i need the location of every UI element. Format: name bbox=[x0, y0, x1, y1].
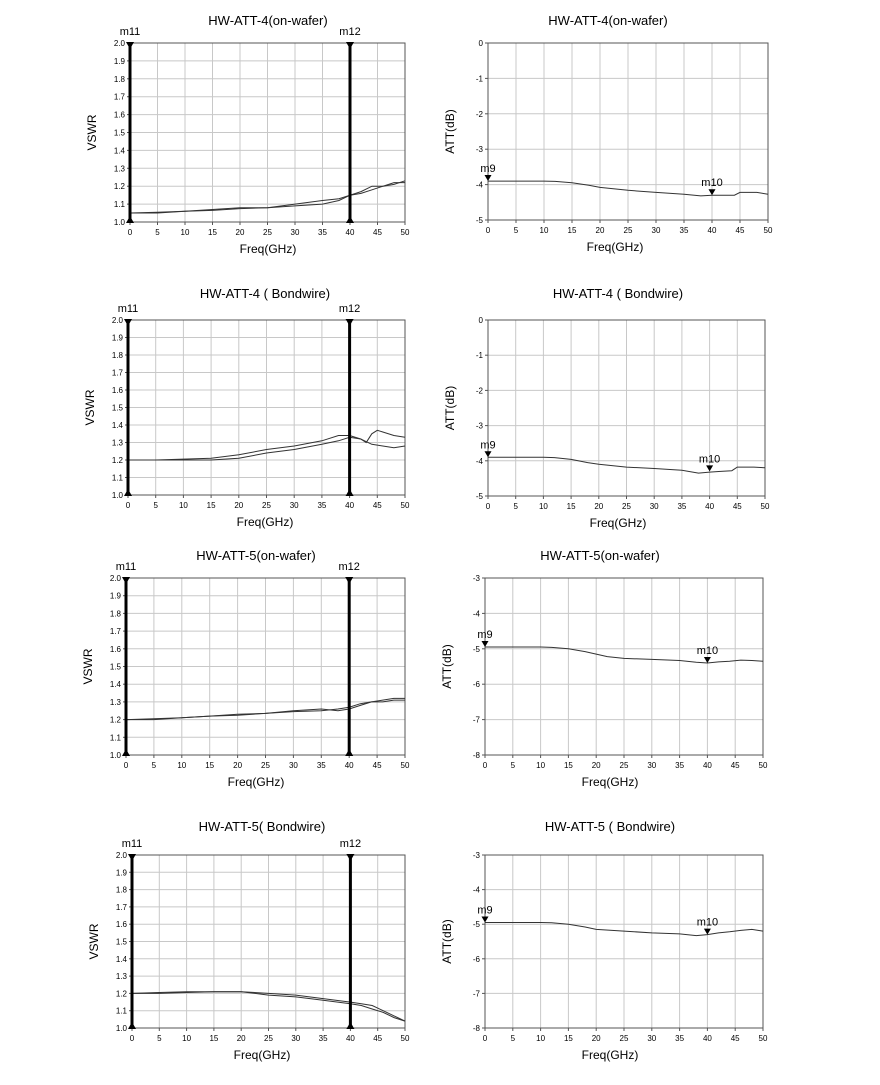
y-axis-label: VSWR bbox=[85, 114, 99, 151]
x-tick-label: 50 bbox=[763, 226, 773, 235]
y-axis-label: ATT(dB) bbox=[440, 919, 454, 964]
x-tick-label: 20 bbox=[595, 226, 605, 235]
y-tick-label: 1.0 bbox=[109, 751, 121, 760]
marker-top-arrow bbox=[346, 319, 354, 326]
y-tick-label: -1 bbox=[475, 74, 483, 84]
x-tick-label: 40 bbox=[702, 1034, 712, 1043]
x-tick-label: 30 bbox=[647, 1034, 657, 1043]
y-tick-label: -3 bbox=[475, 421, 483, 431]
marker-bottom-arrow bbox=[346, 1022, 354, 1029]
marker-point-arrow bbox=[706, 465, 713, 471]
marker-label: m10 bbox=[696, 916, 719, 929]
y-tick-label: -7 bbox=[472, 989, 480, 999]
x-tick-label: 40 bbox=[707, 226, 717, 235]
chart-title: HW-ATT-5 ( Bondwire) bbox=[544, 819, 676, 834]
y-tick-label: 1.0 bbox=[115, 1024, 127, 1033]
x-tick-label: 45 bbox=[735, 226, 745, 235]
y-tick-label: 1.3 bbox=[115, 972, 127, 982]
x-tick-label: 30 bbox=[291, 1034, 301, 1043]
y-tick-label: 1.8 bbox=[109, 609, 121, 619]
x-tick-label: 25 bbox=[619, 761, 629, 770]
y-tick-label: 1.4 bbox=[113, 146, 125, 156]
marker-m11 bbox=[116, 561, 137, 756]
y-tick-label: -3 bbox=[475, 145, 483, 155]
x-tick-label: 25 bbox=[263, 228, 272, 237]
x-tick-label: 15 bbox=[566, 502, 576, 511]
x-axis-label: Freq(GHz) bbox=[581, 1048, 639, 1062]
y-tick-label: 1.6 bbox=[111, 386, 123, 395]
x-tick-label: 45 bbox=[732, 502, 742, 511]
marker-top-arrow bbox=[345, 577, 353, 584]
marker-label: m10 bbox=[696, 644, 719, 657]
marker-label: m11 bbox=[121, 838, 143, 850]
marker-top-arrow bbox=[126, 42, 134, 49]
x-tick-label: 10 bbox=[536, 1034, 546, 1043]
marker-bottom-arrow bbox=[346, 216, 354, 223]
y-tick-label: 1.4 bbox=[115, 954, 127, 964]
y-tick-label: 1.0 bbox=[113, 218, 125, 227]
y-tick-label: -3 bbox=[472, 574, 480, 583]
y-tick-label: -8 bbox=[472, 751, 480, 760]
y-tick-label: 0 bbox=[478, 316, 483, 325]
chart-3 bbox=[83, 286, 410, 529]
x-tick-label: 35 bbox=[318, 1034, 328, 1043]
y-tick-label: 1.6 bbox=[109, 644, 121, 654]
y-tick-label: -8 bbox=[472, 1024, 480, 1033]
marker-label: m11 bbox=[119, 26, 141, 38]
y-tick-label: 1.2 bbox=[111, 456, 123, 465]
chart-title: HW-ATT-4(on-wafer) bbox=[208, 13, 328, 28]
marker-label: m11 bbox=[115, 561, 137, 573]
y-tick-label: 1.3 bbox=[109, 697, 121, 707]
chart-1 bbox=[85, 13, 410, 256]
chart-title: HW-ATT-4(on-wafer) bbox=[548, 13, 668, 28]
marker-bottom-arrow bbox=[346, 489, 354, 496]
y-tick-label: -5 bbox=[472, 920, 480, 930]
x-tick-label: 35 bbox=[316, 761, 326, 770]
x-tick-label: 0 bbox=[123, 761, 129, 770]
marker-m11 bbox=[120, 26, 141, 223]
y-tick-label: 2.0 bbox=[111, 316, 123, 325]
x-tick-label: 10 bbox=[539, 226, 549, 235]
marker-label: m10 bbox=[698, 453, 721, 466]
x-tick-label: 25 bbox=[619, 1034, 629, 1043]
marker-point-arrow bbox=[704, 657, 711, 663]
chart-title: HW-ATT-5(on-wafer) bbox=[196, 548, 316, 563]
x-tick-label: 10 bbox=[180, 228, 190, 237]
marker-m10 bbox=[701, 177, 722, 195]
x-tick-label: 45 bbox=[373, 1034, 383, 1043]
marker-bottom-arrow bbox=[126, 216, 134, 223]
y-tick-label: 1.9 bbox=[109, 591, 121, 601]
y-tick-label: 1.1 bbox=[115, 1006, 127, 1016]
marker-m12 bbox=[340, 838, 361, 1029]
y-tick-label: 1.7 bbox=[115, 902, 127, 912]
marker-point-arrow bbox=[485, 451, 492, 457]
y-tick-label: -5 bbox=[475, 216, 483, 225]
x-tick-label: 50 bbox=[760, 502, 770, 511]
x-tick-label: 40 bbox=[345, 228, 355, 237]
y-tick-label: -3 bbox=[472, 851, 480, 860]
marker-bottom-arrow bbox=[124, 489, 132, 496]
x-tick-label: 20 bbox=[233, 761, 243, 770]
y-tick-label: 1.5 bbox=[113, 128, 125, 138]
marker-point-arrow bbox=[709, 189, 716, 195]
x-tick-label: 15 bbox=[563, 1034, 573, 1043]
x-tick-label: 35 bbox=[317, 501, 327, 510]
x-axis-label: Freq(GHz) bbox=[227, 775, 285, 789]
x-tick-label: 5 bbox=[513, 226, 519, 235]
x-tick-label: 35 bbox=[679, 226, 689, 235]
x-tick-label: 25 bbox=[262, 501, 271, 510]
x-axis-label: Freq(GHz) bbox=[581, 775, 639, 789]
y-tick-label: 1.5 bbox=[111, 403, 123, 413]
chart-4 bbox=[443, 286, 770, 530]
x-tick-label: 30 bbox=[290, 228, 300, 237]
y-tick-label: -4 bbox=[475, 180, 483, 190]
x-tick-label: 35 bbox=[318, 228, 327, 237]
x-tick-label: 30 bbox=[649, 502, 659, 511]
x-tick-label: 30 bbox=[288, 761, 298, 770]
x-tick-label: 25 bbox=[261, 761, 270, 770]
y-tick-label: 1.6 bbox=[115, 920, 127, 930]
marker-point-arrow bbox=[485, 175, 492, 181]
y-tick-label: 1.4 bbox=[111, 421, 123, 430]
y-axis-label: ATT(dB) bbox=[443, 109, 457, 154]
y-axis-label: ATT(dB) bbox=[440, 644, 454, 689]
y-axis-label: ATT(dB) bbox=[443, 385, 457, 431]
y-tick-label: -5 bbox=[472, 644, 480, 654]
x-tick-label: 0 bbox=[129, 1034, 135, 1043]
chart-8 bbox=[440, 819, 768, 1062]
marker-m11 bbox=[118, 303, 139, 496]
x-axis-label: Freq(GHz) bbox=[586, 240, 644, 254]
chart-title: HW-ATT-4 ( Bondwire) bbox=[552, 286, 684, 301]
y-tick-label: 1.9 bbox=[113, 56, 125, 66]
x-tick-label: 20 bbox=[591, 761, 601, 770]
marker-label: m11 bbox=[117, 303, 139, 315]
marker-m12 bbox=[339, 303, 360, 496]
x-tick-label: 10 bbox=[182, 1034, 192, 1043]
marker-m10 bbox=[697, 917, 718, 935]
y-tick-label: -6 bbox=[472, 954, 480, 964]
y-tick-label: -2 bbox=[475, 109, 483, 119]
y-axis-label: VSWR bbox=[87, 923, 101, 960]
marker-m9 bbox=[480, 439, 495, 457]
chart-7 bbox=[87, 819, 410, 1062]
marker-label: m9 bbox=[477, 904, 493, 917]
marker-point-arrow bbox=[482, 916, 489, 922]
x-tick-label: 40 bbox=[705, 502, 715, 511]
x-tick-label: 40 bbox=[344, 761, 354, 770]
y-axis-label: VSWR bbox=[83, 389, 97, 426]
y-tick-label: -4 bbox=[472, 609, 480, 619]
marker-m10 bbox=[697, 645, 718, 663]
x-tick-label: 15 bbox=[205, 761, 215, 770]
y-tick-label: -2 bbox=[475, 386, 483, 396]
x-tick-label: 45 bbox=[730, 1034, 740, 1043]
y-axis-label: VSWR bbox=[81, 648, 95, 685]
x-tick-label: 0 bbox=[482, 1034, 488, 1043]
x-tick-label: 20 bbox=[234, 501, 244, 510]
marker-top-arrow bbox=[346, 854, 354, 861]
x-tick-label: 35 bbox=[677, 502, 687, 511]
x-axis-label: Freq(GHz) bbox=[233, 1048, 291, 1062]
marker-bottom-arrow bbox=[122, 749, 130, 756]
x-axis-label: Freq(GHz) bbox=[239, 242, 297, 256]
y-tick-label: 1.1 bbox=[109, 733, 121, 743]
x-tick-label: 40 bbox=[345, 1034, 355, 1043]
x-tick-label: 50 bbox=[758, 761, 768, 770]
x-tick-label: 35 bbox=[675, 1034, 685, 1043]
x-tick-label: 0 bbox=[482, 761, 488, 770]
x-tick-label: 15 bbox=[206, 501, 216, 510]
x-tick-label: 45 bbox=[372, 761, 382, 770]
y-tick-label: 1.2 bbox=[113, 182, 125, 192]
marker-label: m9 bbox=[477, 629, 493, 642]
y-tick-label: 1.2 bbox=[109, 715, 121, 725]
y-tick-label: 1.7 bbox=[109, 627, 121, 637]
y-tick-label: 1.8 bbox=[111, 351, 123, 360]
x-tick-label: 15 bbox=[209, 1034, 219, 1043]
chart-2 bbox=[443, 13, 773, 254]
x-tick-label: 40 bbox=[345, 501, 355, 510]
x-tick-label: 25 bbox=[623, 226, 633, 235]
chart-5 bbox=[81, 548, 410, 789]
x-tick-label: 25 bbox=[264, 1034, 273, 1043]
y-tick-label: 2.0 bbox=[109, 574, 121, 583]
marker-m12 bbox=[339, 26, 360, 223]
x-tick-label: 30 bbox=[651, 226, 661, 235]
y-tick-label: -4 bbox=[475, 456, 483, 466]
marker-top-arrow bbox=[124, 319, 132, 326]
x-tick-label: 5 bbox=[157, 1034, 162, 1043]
marker-top-arrow bbox=[346, 42, 354, 49]
marker-label: m12 bbox=[339, 838, 362, 850]
x-axis-label: Freq(GHz) bbox=[236, 515, 294, 529]
x-tick-label: 5 bbox=[155, 228, 160, 237]
x-tick-label: 20 bbox=[591, 1034, 601, 1043]
marker-bottom-arrow bbox=[128, 1022, 136, 1029]
y-tick-label: 1.6 bbox=[113, 110, 125, 120]
y-tick-label: 1.9 bbox=[115, 868, 127, 878]
y-tick-label: 0 bbox=[478, 39, 483, 48]
marker-top-arrow bbox=[122, 577, 130, 584]
y-tick-label: 1.5 bbox=[109, 662, 121, 672]
x-tick-label: 5 bbox=[513, 502, 518, 511]
x-tick-label: 10 bbox=[536, 761, 546, 770]
x-tick-label: 20 bbox=[235, 228, 245, 237]
x-tick-label: 0 bbox=[125, 501, 131, 510]
x-tick-label: 0 bbox=[485, 502, 491, 511]
y-tick-label: -5 bbox=[475, 492, 483, 501]
marker-m12 bbox=[338, 561, 359, 756]
x-tick-label: 50 bbox=[400, 1034, 410, 1043]
x-tick-label: 45 bbox=[730, 761, 740, 770]
x-tick-label: 5 bbox=[510, 761, 516, 770]
y-tick-label: 1.3 bbox=[111, 438, 123, 448]
y-tick-label: 1.0 bbox=[111, 491, 123, 500]
x-tick-label: 15 bbox=[208, 228, 217, 237]
marker-point-arrow bbox=[482, 641, 489, 647]
marker-m11 bbox=[122, 838, 143, 1029]
chart-title: HW-ATT-4 ( Bondwire) bbox=[199, 286, 331, 301]
y-tick-label: 1.1 bbox=[111, 473, 123, 483]
marker-m9 bbox=[480, 163, 495, 181]
y-tick-label: 1.3 bbox=[113, 164, 125, 174]
y-tick-label: 1.9 bbox=[111, 333, 123, 343]
marker-label: m12 bbox=[338, 303, 361, 315]
x-tick-label: 20 bbox=[236, 1034, 246, 1043]
x-tick-label: 15 bbox=[567, 226, 577, 235]
x-tick-label: 10 bbox=[538, 502, 548, 511]
chart-title: HW-ATT-5(on-wafer) bbox=[540, 548, 660, 563]
chart-title: HW-ATT-5( Bondwire) bbox=[198, 819, 326, 834]
x-tick-label: 45 bbox=[372, 501, 382, 510]
y-tick-label: -6 bbox=[472, 680, 480, 690]
y-tick-label: 1.8 bbox=[115, 885, 127, 895]
x-tick-label: 10 bbox=[177, 761, 187, 770]
x-tick-label: 50 bbox=[758, 1034, 768, 1043]
x-tick-label: 0 bbox=[127, 228, 133, 237]
x-tick-label: 45 bbox=[373, 228, 382, 237]
marker-point-arrow bbox=[704, 929, 711, 935]
y-tick-label: 1.7 bbox=[111, 368, 123, 378]
marker-label: m9 bbox=[480, 439, 496, 452]
marker-m10 bbox=[699, 453, 720, 471]
y-tick-label: 2.0 bbox=[115, 851, 127, 860]
x-tick-label: 35 bbox=[675, 761, 685, 770]
x-tick-label: 25 bbox=[622, 502, 631, 511]
y-tick-label: 1.8 bbox=[113, 74, 125, 84]
x-tick-label: 50 bbox=[400, 501, 410, 510]
y-tick-label: 1.4 bbox=[109, 680, 121, 690]
x-tick-label: 5 bbox=[151, 761, 157, 770]
x-tick-label: 50 bbox=[400, 761, 410, 770]
marker-top-arrow bbox=[128, 854, 136, 861]
x-axis-label: Freq(GHz) bbox=[589, 516, 647, 530]
x-tick-label: 0 bbox=[485, 226, 491, 235]
y-tick-label: 2.0 bbox=[113, 39, 125, 48]
x-tick-label: 40 bbox=[702, 761, 712, 770]
marker-label: m12 bbox=[339, 26, 361, 38]
y-tick-label: -7 bbox=[472, 715, 480, 725]
y-tick-label: -4 bbox=[472, 885, 480, 895]
x-tick-label: 20 bbox=[594, 502, 604, 511]
y-tick-label: 1.5 bbox=[115, 937, 127, 947]
marker-bottom-arrow bbox=[345, 749, 353, 756]
x-tick-label: 5 bbox=[153, 501, 158, 510]
chart-6 bbox=[440, 548, 768, 789]
marker-label: m12 bbox=[338, 561, 360, 573]
x-tick-label: 30 bbox=[647, 761, 657, 770]
x-tick-label: 15 bbox=[563, 761, 573, 770]
x-tick-label: 5 bbox=[510, 1034, 516, 1043]
marker-label: m9 bbox=[480, 163, 496, 176]
y-tick-label: 1.7 bbox=[113, 92, 125, 102]
marker-label: m10 bbox=[701, 177, 723, 190]
y-tick-label: -1 bbox=[475, 351, 483, 361]
x-tick-label: 30 bbox=[289, 501, 299, 510]
y-tick-label: 1.2 bbox=[115, 989, 127, 999]
x-tick-label: 10 bbox=[178, 501, 188, 510]
y-tick-label: 1.1 bbox=[113, 200, 125, 210]
x-tick-label: 50 bbox=[400, 228, 410, 237]
